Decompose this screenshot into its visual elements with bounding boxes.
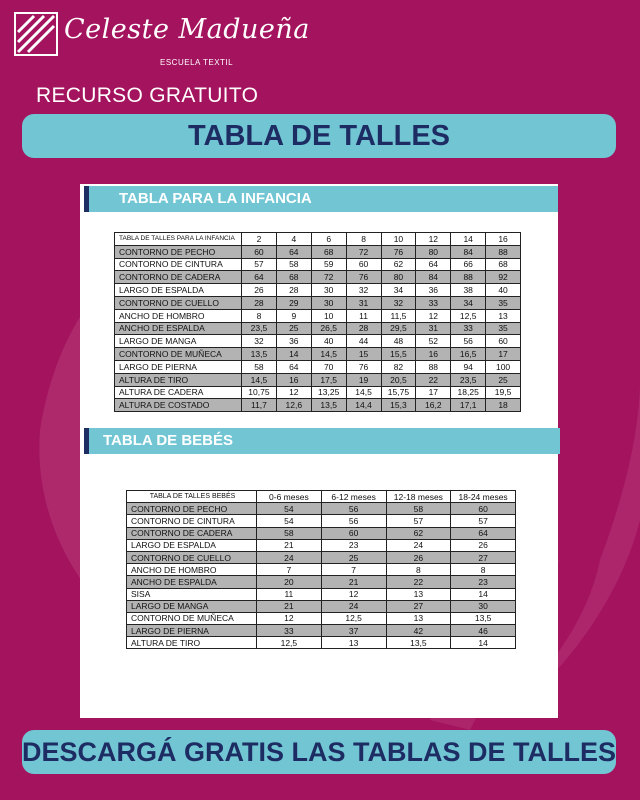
measurement-value: 94 (451, 360, 486, 373)
measurement-value: 14,5 (242, 373, 277, 386)
measurement-value: 14,4 (346, 399, 381, 412)
size-header-cell: 12-18 meses (386, 491, 451, 503)
table-row (115, 360, 521, 373)
measurement-label: CONTORNO DE CADERA (127, 527, 257, 539)
measurement-value: 70 (311, 360, 346, 373)
table-row (115, 271, 521, 284)
size-header-cell: 14 (451, 233, 486, 246)
measurement-value: 60 (486, 335, 521, 348)
measurement-value: 13,5 (242, 348, 277, 361)
measurement-value: 80 (416, 245, 451, 258)
size-chart-sheet (80, 184, 558, 718)
measurement-value: 76 (346, 360, 381, 373)
measurement-value: 64 (276, 360, 311, 373)
measurement-value: 29,5 (381, 322, 416, 335)
measurement-value: 9 (276, 309, 311, 322)
measurement-label: ALTURA DE CADERA (115, 386, 242, 399)
table-header-label: TABLA DE TALLES BEBÉS (127, 491, 257, 503)
measurement-label: CONTORNO DE MUÑECA (127, 612, 257, 624)
measurement-value: 16 (276, 373, 311, 386)
measurement-value: 35 (486, 322, 521, 335)
measurement-value: 52 (416, 335, 451, 348)
measurement-value: 57 (386, 515, 451, 527)
measurement-value: 13,25 (311, 386, 346, 399)
measurement-value: 68 (486, 258, 521, 271)
measurement-label: CONTORNO DE CINTURA (127, 515, 257, 527)
size-header-cell: 0-6 meses (257, 491, 322, 503)
measurement-value: 21 (321, 576, 386, 588)
measurement-value: 64 (451, 527, 516, 539)
measurement-value: 14 (451, 637, 516, 649)
measurement-label: ANCHO DE HOMBRO (127, 564, 257, 576)
measurement-value: 100 (486, 360, 521, 373)
table-row (115, 245, 521, 258)
measurement-value: 23,5 (451, 373, 486, 386)
table-row (115, 258, 521, 271)
measurement-value: 28 (242, 296, 277, 309)
measurement-value: 17,5 (311, 373, 346, 386)
measurement-value: 15,5 (381, 348, 416, 361)
measurement-value: 64 (416, 258, 451, 271)
size-header-cell: 12 (416, 233, 451, 246)
measurement-value: 20 (257, 576, 322, 588)
measurement-value: 31 (346, 296, 381, 309)
measurement-value: 32 (242, 335, 277, 348)
measurement-value: 36 (416, 284, 451, 297)
measurement-value: 30 (311, 296, 346, 309)
measurement-value: 68 (276, 271, 311, 284)
measurement-label: CONTORNO DE CUELLO (115, 296, 242, 309)
table-row (127, 551, 516, 563)
measurement-value: 8 (242, 309, 277, 322)
table-row (115, 348, 521, 361)
measurement-value: 18 (486, 399, 521, 412)
measurement-value: 17,1 (451, 399, 486, 412)
measurement-value: 26 (242, 284, 277, 297)
measurement-value: 34 (381, 284, 416, 297)
measurement-value: 10,75 (242, 386, 277, 399)
measurement-value: 34 (451, 296, 486, 309)
measurement-value: 60 (346, 258, 381, 271)
measurement-value: 28 (276, 284, 311, 297)
measurement-value: 38 (451, 284, 486, 297)
measurement-value: 23,5 (242, 322, 277, 335)
measurement-value: 26 (386, 551, 451, 563)
measurement-label: CONTORNO DE MUÑECA (115, 348, 242, 361)
measurement-value: 12,5 (257, 637, 322, 649)
measurement-value: 54 (257, 503, 322, 515)
measurement-value: 64 (276, 245, 311, 258)
measurement-value: 16 (416, 348, 451, 361)
measurement-value: 92 (486, 271, 521, 284)
size-header-cell: 6 (311, 233, 346, 246)
measurement-value: 76 (381, 245, 416, 258)
measurement-value: 12 (276, 386, 311, 399)
bebes-section-title: TABLA DE BEBÉS (84, 428, 560, 454)
measurement-value: 56 (321, 515, 386, 527)
table-row (127, 503, 516, 515)
measurement-label: CONTORNO DE CADERA (115, 271, 242, 284)
measurement-value: 42 (386, 625, 451, 637)
table-row (127, 515, 516, 527)
size-header-cell: 10 (381, 233, 416, 246)
measurement-value: 46 (451, 625, 516, 637)
measurement-value: 23 (321, 539, 386, 551)
table-header-row (115, 233, 521, 246)
size-header-cell: 16 (486, 233, 521, 246)
measurement-value: 40 (311, 335, 346, 348)
measurement-value: 19 (346, 373, 381, 386)
measurement-value: 17 (416, 386, 451, 399)
measurement-value: 14,5 (311, 348, 346, 361)
measurement-value: 7 (321, 564, 386, 576)
measurement-value: 44 (346, 335, 381, 348)
brand-subtitle: ESCUELA TEXTIL (160, 58, 234, 67)
measurement-value: 7 (257, 564, 322, 576)
measurement-value: 36 (276, 335, 311, 348)
measurement-label: ALTURA DE TIRO (115, 373, 242, 386)
measurement-value: 32 (381, 296, 416, 309)
size-header-cell: 18-24 meses (451, 491, 516, 503)
measurement-value: 13 (486, 309, 521, 322)
measurement-value: 30 (451, 600, 516, 612)
measurement-value: 11 (346, 309, 381, 322)
measurement-value: 18,25 (451, 386, 486, 399)
measurement-value: 84 (451, 245, 486, 258)
measurement-value: 57 (451, 515, 516, 527)
measurement-value: 40 (486, 284, 521, 297)
measurement-value: 84 (416, 271, 451, 284)
measurement-value: 12 (416, 309, 451, 322)
measurement-value: 22 (386, 576, 451, 588)
measurement-value: 37 (321, 625, 386, 637)
table-row (115, 284, 521, 297)
measurement-value: 11,7 (242, 399, 277, 412)
measurement-label: LARGO DE ESPALDA (127, 539, 257, 551)
measurement-value: 8 (451, 564, 516, 576)
size-header-cell: 2 (242, 233, 277, 246)
table-row (115, 373, 521, 386)
measurement-value: 16,5 (451, 348, 486, 361)
measurement-value: 62 (386, 527, 451, 539)
table-header-label: TABLA DE TALLES PARA LA INFANCIA (115, 233, 242, 246)
measurement-value: 76 (346, 271, 381, 284)
page-title: TABLA DE TALLES (22, 114, 616, 158)
resource-kicker: RECURSO GRATUITO (36, 84, 259, 107)
measurement-value: 59 (311, 258, 346, 271)
measurement-value: 13,5 (386, 637, 451, 649)
measurement-value: 56 (321, 503, 386, 515)
measurement-value: 17 (486, 348, 521, 361)
measurement-value: 60 (321, 527, 386, 539)
measurement-value: 22 (416, 373, 451, 386)
measurement-label: ALTURA DE COSTADO (115, 399, 242, 412)
table-row (115, 296, 521, 309)
infancia-size-table (114, 232, 521, 412)
measurement-value: 11,5 (381, 309, 416, 322)
measurement-value: 12 (321, 588, 386, 600)
measurement-value: 31 (416, 322, 451, 335)
table-header-row (127, 491, 516, 503)
brand-name: Celeste Madueña (64, 14, 310, 45)
size-header-cell: 8 (346, 233, 381, 246)
measurement-value: 60 (451, 503, 516, 515)
size-header-cell: 6-12 meses (321, 491, 386, 503)
measurement-value: 13,5 (311, 399, 346, 412)
measurement-value: 12 (257, 612, 322, 624)
measurement-value: 23 (451, 576, 516, 588)
measurement-value: 58 (242, 360, 277, 373)
measurement-label: ANCHO DE ESPALDA (115, 322, 242, 335)
measurement-value: 35 (486, 296, 521, 309)
measurement-value: 13 (321, 637, 386, 649)
measurement-value: 88 (451, 271, 486, 284)
table-row (115, 322, 521, 335)
measurement-value: 56 (451, 335, 486, 348)
measurement-value: 33 (451, 322, 486, 335)
measurement-value: 15,3 (381, 399, 416, 412)
table-row (127, 637, 516, 649)
measurement-label: CONTORNO DE PECHO (127, 503, 257, 515)
measurement-value: 24 (257, 551, 322, 563)
table-row (115, 335, 521, 348)
brand-logo (14, 12, 310, 78)
table-row (115, 386, 521, 399)
measurement-value: 72 (346, 245, 381, 258)
table-row (127, 612, 516, 624)
table-row (127, 527, 516, 539)
measurement-value: 60 (242, 245, 277, 258)
measurement-value: 10 (311, 309, 346, 322)
measurement-value: 88 (416, 360, 451, 373)
measurement-value: 58 (276, 258, 311, 271)
table-row (115, 399, 521, 412)
measurement-value: 19,5 (486, 386, 521, 399)
measurement-value: 58 (257, 527, 322, 539)
measurement-label: SISA (127, 588, 257, 600)
measurement-value: 25 (321, 551, 386, 563)
measurement-value: 12,5 (451, 309, 486, 322)
measurement-value: 27 (386, 600, 451, 612)
table-row (127, 576, 516, 588)
measurement-value: 64 (242, 271, 277, 284)
measurement-value: 80 (381, 271, 416, 284)
measurement-value: 12,5 (321, 612, 386, 624)
measurement-value: 25 (486, 373, 521, 386)
measurement-value: 24 (386, 539, 451, 551)
measurement-label: LARGO DE MANGA (127, 600, 257, 612)
brand-mark-icon (14, 12, 58, 56)
measurement-label: ANCHO DE ESPALDA (127, 576, 257, 588)
measurement-value: 62 (381, 258, 416, 271)
measurement-value: 24 (321, 600, 386, 612)
measurement-value: 14 (276, 348, 311, 361)
measurement-label: ALTURA DE TIRO (127, 637, 257, 649)
measurement-label: CONTORNO DE PECHO (115, 245, 242, 258)
measurement-value: 68 (311, 245, 346, 258)
infancia-section-title: TABLA PARA LA INFANCIA (84, 186, 558, 212)
measurement-value: 15 (346, 348, 381, 361)
measurement-value: 15,75 (381, 386, 416, 399)
table-row (115, 309, 521, 322)
measurement-label: LARGO DE ESPALDA (115, 284, 242, 297)
measurement-value: 16,2 (416, 399, 451, 412)
measurement-value: 20,5 (381, 373, 416, 386)
table-row (127, 625, 516, 637)
measurement-value: 14,5 (346, 386, 381, 399)
measurement-value: 13,5 (451, 612, 516, 624)
measurement-value: 26 (451, 539, 516, 551)
measurement-value: 30 (311, 284, 346, 297)
table-row (127, 539, 516, 551)
measurement-value: 13 (386, 588, 451, 600)
table-row (127, 564, 516, 576)
measurement-value: 14 (451, 588, 516, 600)
measurement-label: CONTORNO DE CINTURA (115, 258, 242, 271)
measurement-value: 33 (257, 625, 322, 637)
measurement-value: 72 (311, 271, 346, 284)
measurement-value: 26,5 (311, 322, 346, 335)
table-row (127, 600, 516, 612)
measurement-value: 28 (346, 322, 381, 335)
measurement-label: CONTORNO DE CUELLO (127, 551, 257, 563)
size-header-cell: 4 (276, 233, 311, 246)
measurement-value: 33 (416, 296, 451, 309)
measurement-value: 12,6 (276, 399, 311, 412)
measurement-value: 58 (386, 503, 451, 515)
measurement-value: 32 (346, 284, 381, 297)
measurement-value: 25 (276, 322, 311, 335)
measurement-value: 57 (242, 258, 277, 271)
measurement-label: ANCHO DE HOMBRO (115, 309, 242, 322)
measurement-value: 82 (381, 360, 416, 373)
measurement-value: 21 (257, 539, 322, 551)
measurement-value: 21 (257, 600, 322, 612)
download-cta-banner[interactable]: DESCARGÁ GRATIS LAS TABLAS DE TALLES (22, 730, 616, 774)
measurement-value: 8 (386, 564, 451, 576)
measurement-value: 88 (486, 245, 521, 258)
measurement-value: 29 (276, 296, 311, 309)
measurement-value: 13 (386, 612, 451, 624)
measurement-label: LARGO DE MANGA (115, 335, 242, 348)
table-row (127, 588, 516, 600)
measurement-value: 11 (257, 588, 322, 600)
measurement-value: 48 (381, 335, 416, 348)
measurement-value: 66 (451, 258, 486, 271)
bebes-size-table (126, 490, 516, 649)
measurement-label: LARGO DE PIERNA (115, 360, 242, 373)
measurement-value: 27 (451, 551, 516, 563)
measurement-value: 54 (257, 515, 322, 527)
measurement-label: LARGO DE PIERNA (127, 625, 257, 637)
